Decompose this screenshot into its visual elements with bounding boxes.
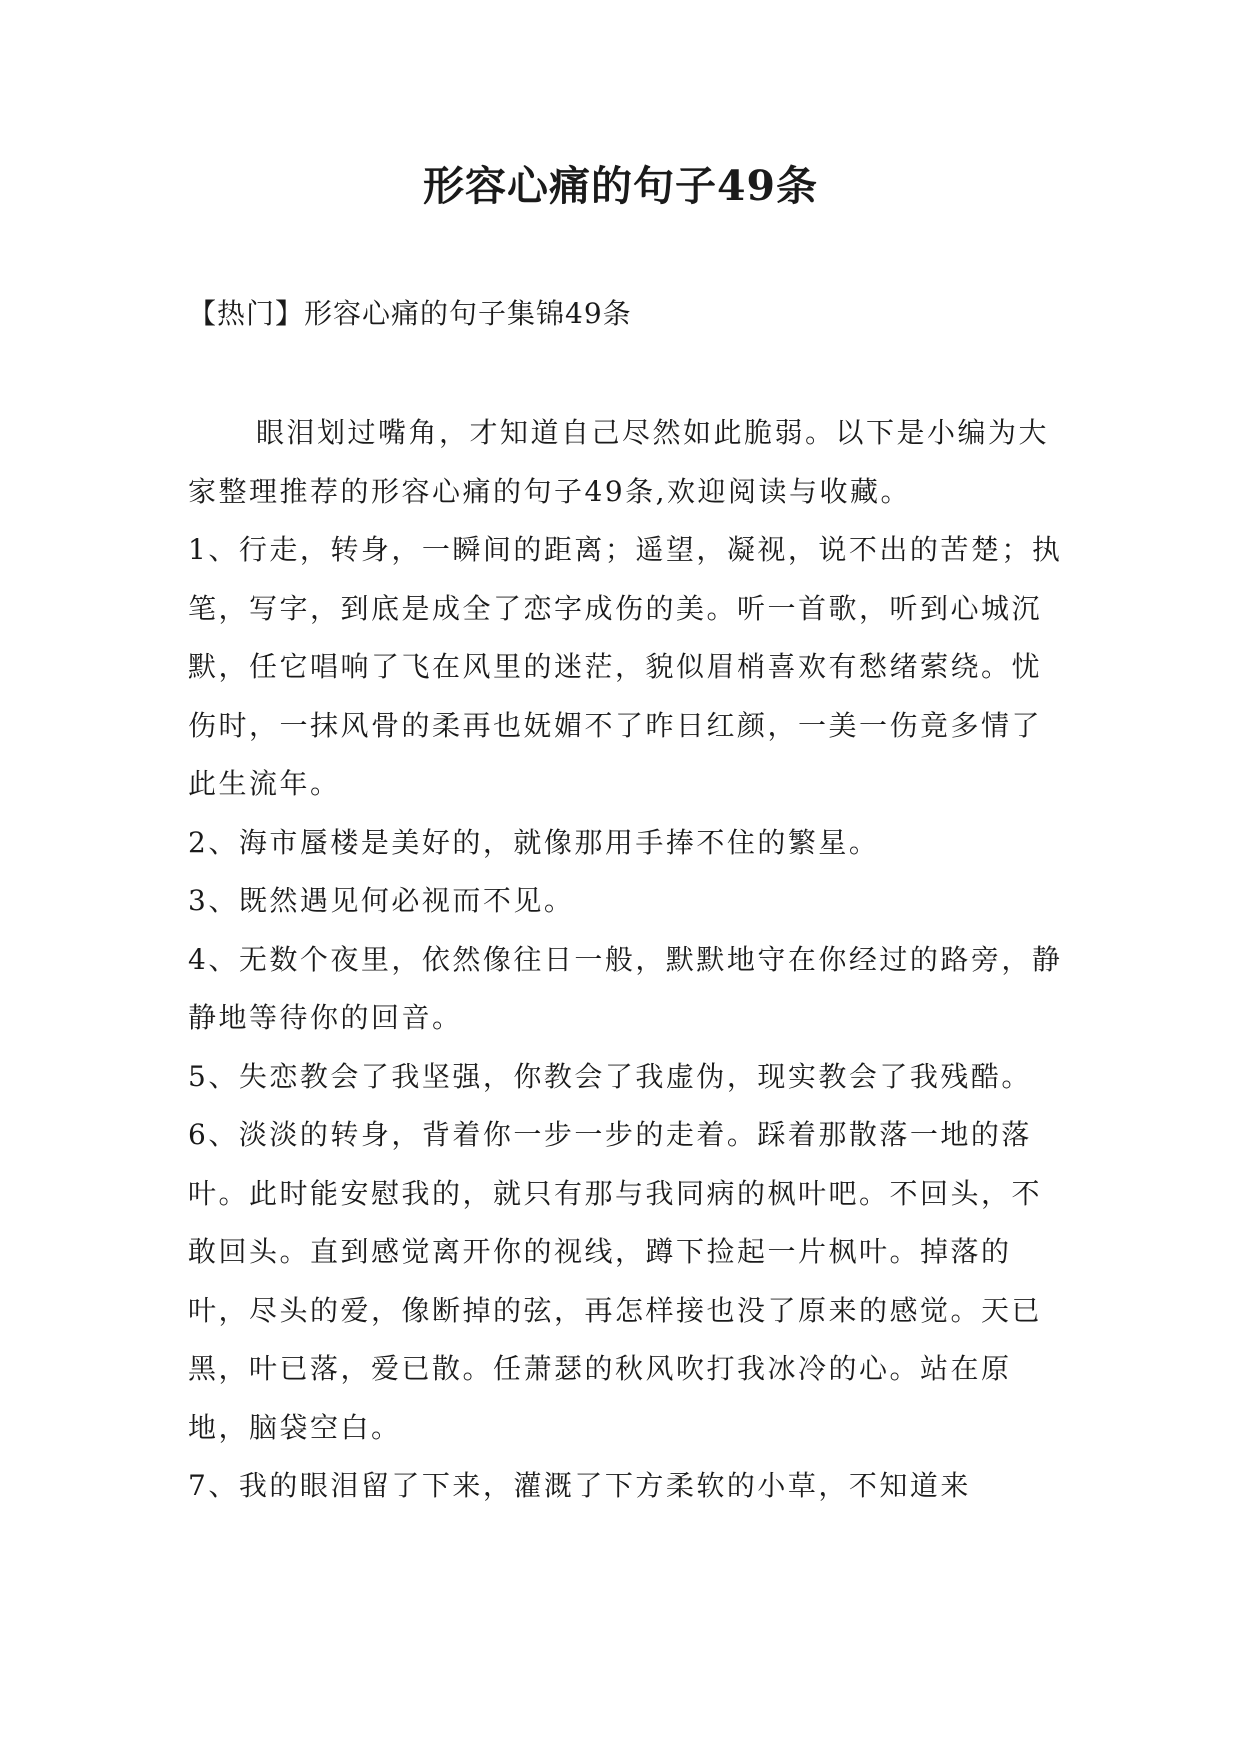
list-item: 7、我的眼泪留了下来，灌溉了下方柔软的小草，不知道来 bbox=[188, 1469, 971, 1502]
list-item: 2、海市蜃楼是美好的，就像那用手捧不住的繁星。 bbox=[188, 825, 880, 859]
list-item: 3、既然遇见何必视而不见。 bbox=[188, 884, 575, 917]
document-title: 形容心痛的句子49条 bbox=[422, 162, 819, 210]
list-item: 4、无数个夜里，依然像往日一般，默默地守在你经过的路旁，静静地等待你的回音。 bbox=[188, 942, 1063, 1034]
document-subtitle: 【热门】形容心痛的句子集锦49条 bbox=[188, 297, 632, 330]
intro-paragraph: 眼泪划过嘴角，才知道自己尽然如此脆弱。以下是小编为大家整理推荐的形容心痛的句子49条,欢迎阅读与收藏。 bbox=[188, 416, 1050, 508]
list-item: 6、淡淡的转身，背着你一步一步的走着。踩着那散落一地的落叶。此时能安慰我的，就只有那与我同病的枫叶吧。不回头，不敢回头。直到感觉离开你的视线，蹲下捡起一片枫叶。掉落的叶，尽头的爱，像断掉的弦，再怎样接也没了原来的感觉。天已黑，叶已落，爱已散。任萧瑟的秋风吹打我冰冷的心。站在原地，脑袋空白。 bbox=[188, 1118, 1043, 1444]
list-item: 5、失恋教会了我坚强，你教会了我虚伪，现实教会了我残酷。 bbox=[188, 1059, 1032, 1093]
list-item: 1、行走，转身，一瞬间的距离；遥望，凝视，说不出的苦楚；执笔，写字，到底是成全了恋字成伤的美。听一首歌，听到心城沉默，任它唱响了飞在风里的迷茫，貌似眉梢喜欢有愁绪萦绕。忧伤时，一抹风骨的柔再也妩媚不了昨日红颜，一美一伤竟多情了此生流年。 bbox=[188, 533, 1063, 800]
document-body bbox=[188, 404, 1068, 1516]
